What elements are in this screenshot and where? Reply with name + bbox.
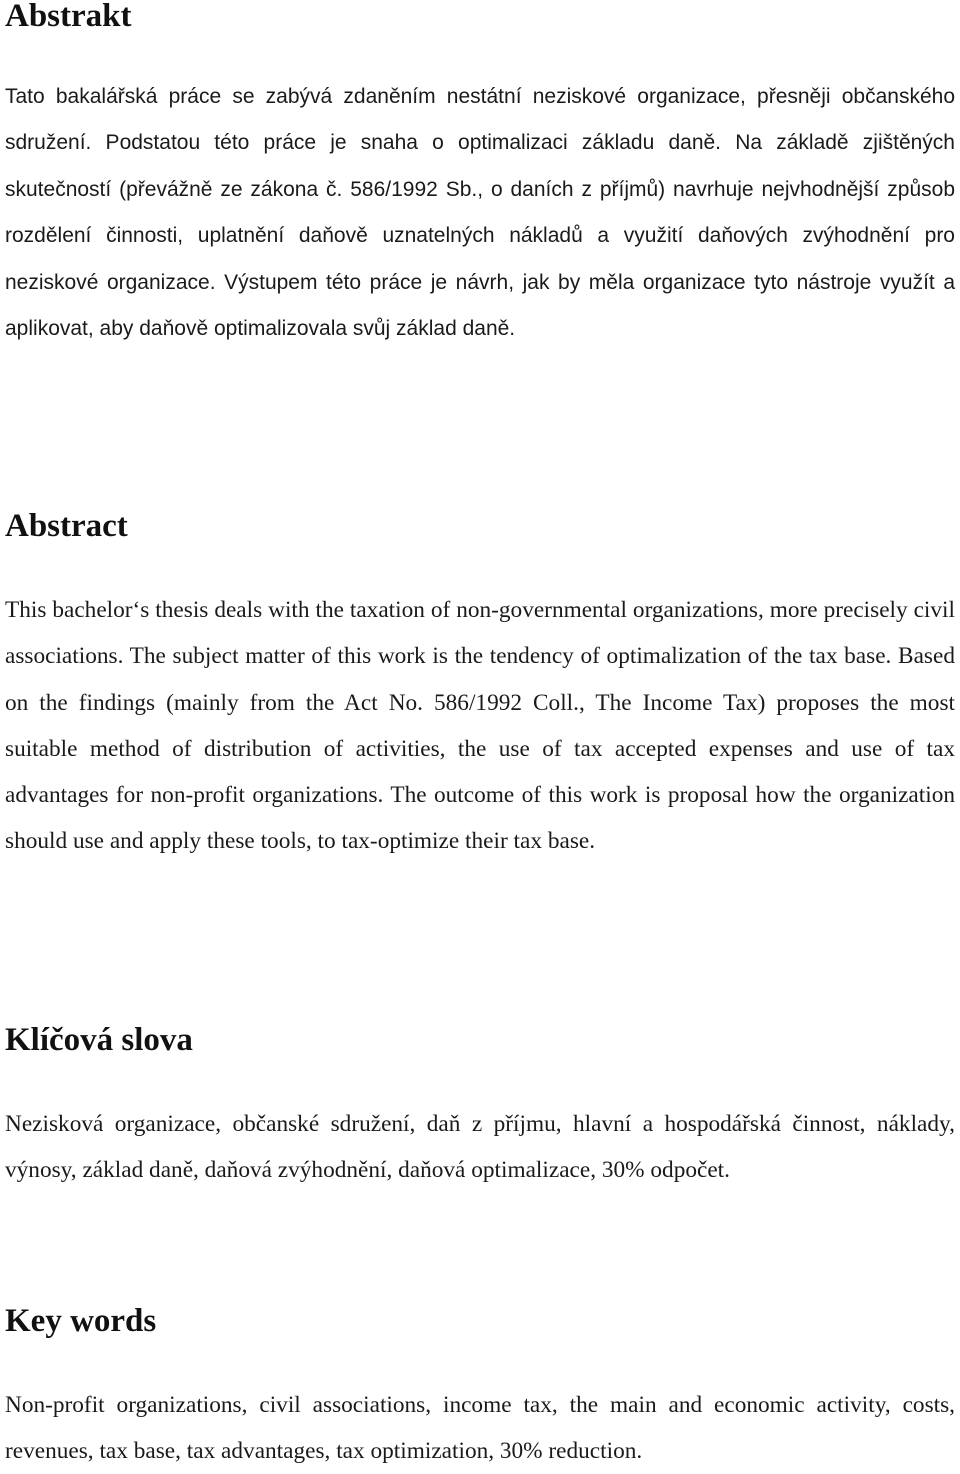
paragraph-klicova-slova: Nezisková organizace, občanské sdružení, daň z příjmu, hlavní a hospodářská činnost, náklady, výnosy, základ daně, daňová zvýhodnění, daňová optimalizace, 30% odpočet. — [5, 1111, 955, 1183]
heading-abstract: Abstract — [5, 508, 128, 544]
paragraph-abstract: This bachelor‘s thesis deals with the taxation of non-governmental organizations, more precisely civil associations. The subject matter of this work is the tendency of optimalization of the tax base. Based on the findings (mainly from the Act No. 586/1992 Coll., The Income Tax) proposes the most suitable method of distribution of activities, the use of tax accepted expenses and use of tax advantages for non-profit organizations. The outcome of this work is proposal how the organization should use and apply these tools, to tax-optimize their tax base. — [5, 597, 955, 855]
heading-klicova-slova: Klíčová slova — [5, 1022, 193, 1058]
heading-key-words: Key words — [5, 1303, 157, 1339]
heading-abstrakt: Abstrakt — [5, 0, 132, 34]
paragraph-key-words: Non-profit organizations, civil associations, income tax, the main and economic activity, costs, revenues, tax base, tax advantages, tax optimization, 30% reduction. — [5, 1392, 955, 1464]
paragraph-abstrakt: Tato bakalářská práce se zabývá zdaněním nestátní neziskové organizace, přesněji občanského sdružení. Podstatou této práce je snaha o optimalizaci základu daně. Na základě zjištěných skutečností (převážně ze zákona č. 586/1992 Sb., o daních z příjmů) navrhuje nejvhodnější způsob rozdělení činnosti, uplatnění daňově uznatelných nákladů a využití daňových zvýhodnění pro neziskové organizace. Výstupem této práce je návrh, jak by měla organizace tyto nástroje využít a aplikovat, aby daňově optimalizovala svůj základ daně. — [5, 85, 955, 341]
